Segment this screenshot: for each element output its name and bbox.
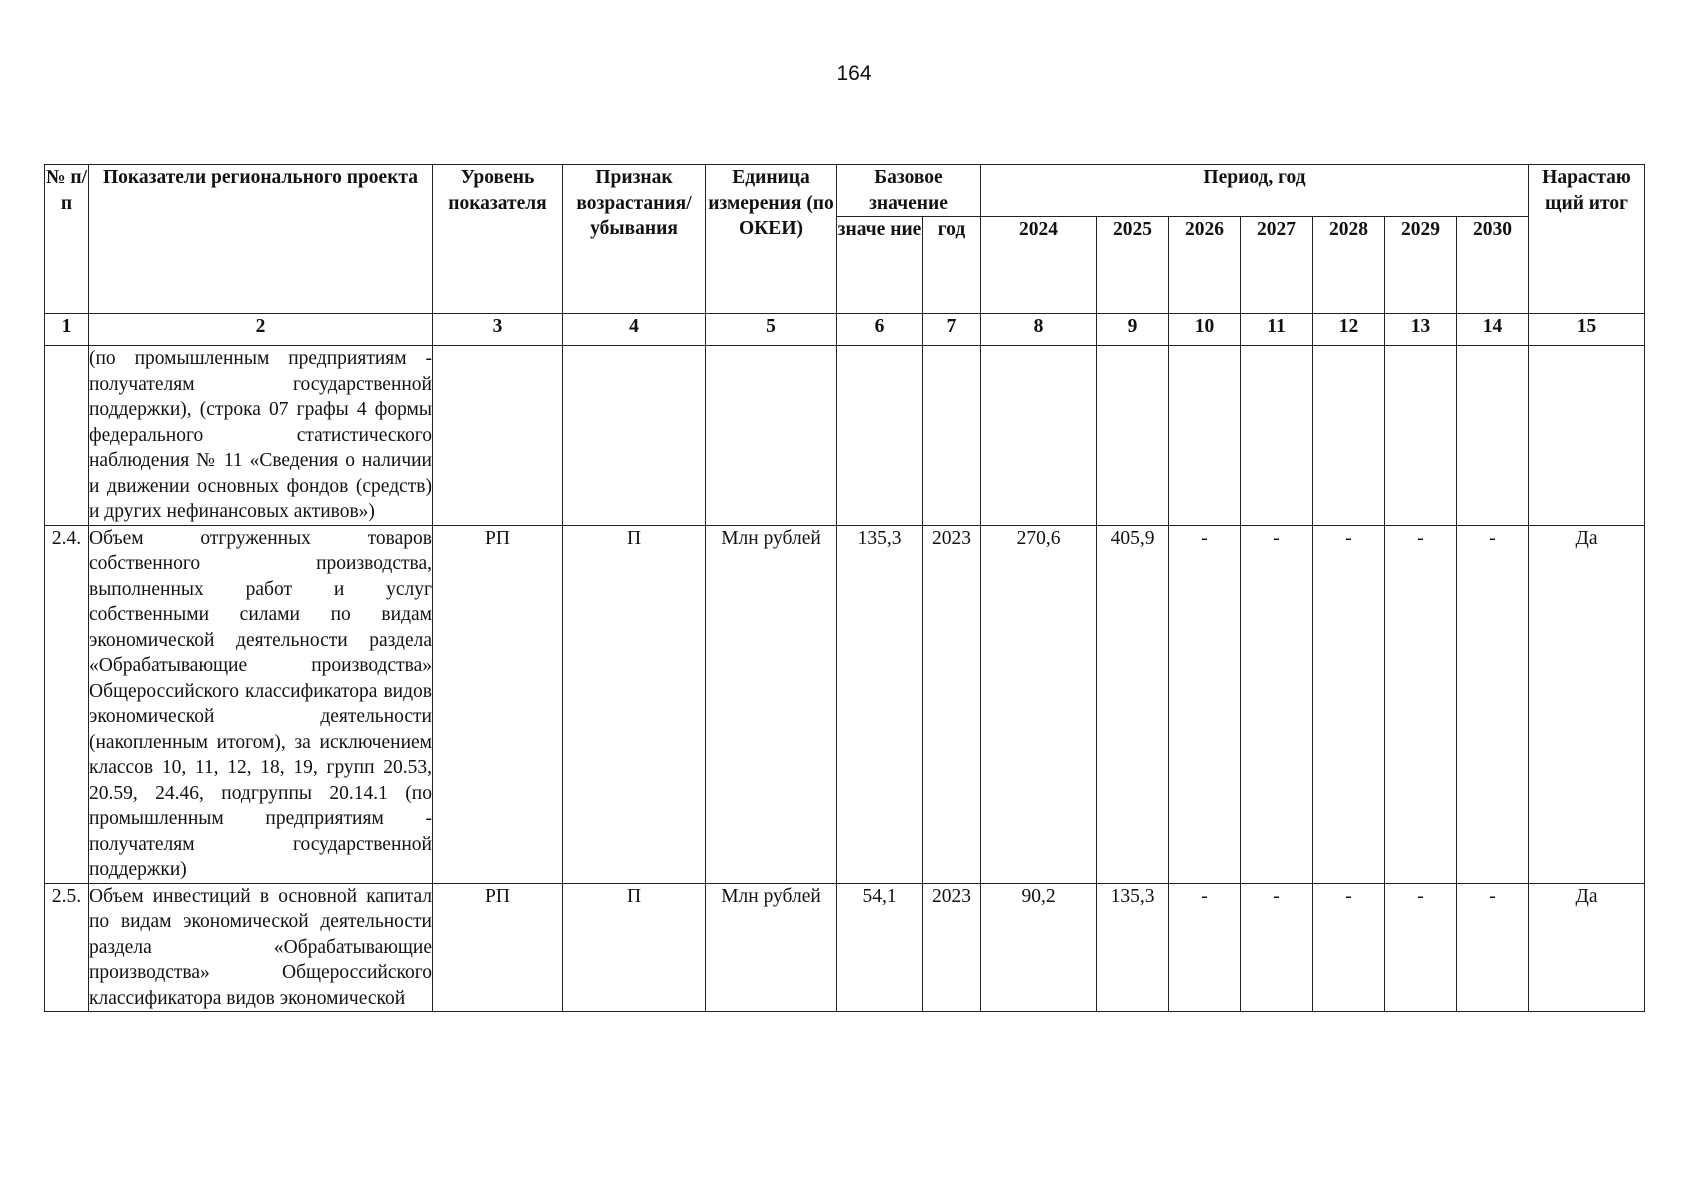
cumulative-flag: Да xyxy=(1529,525,1645,883)
base-value: 54,1 xyxy=(837,883,923,1012)
year-value xyxy=(1241,346,1313,526)
header-year: 2025 xyxy=(1097,217,1169,314)
year-value: - xyxy=(1457,883,1529,1012)
header-year: 2030 xyxy=(1457,217,1529,314)
year-value xyxy=(981,346,1097,526)
indicator-level: РП xyxy=(433,883,563,1012)
column-numbers-row xyxy=(45,314,1645,346)
year-value: - xyxy=(1241,525,1313,883)
header-no: № п/п xyxy=(45,165,89,314)
column-number: 2 xyxy=(89,314,433,346)
indicator-trend: П xyxy=(563,883,706,1012)
indicator-unit: Млн рублей xyxy=(706,525,837,883)
year-value xyxy=(1457,346,1529,526)
year-value: - xyxy=(1385,883,1457,1012)
column-number: 12 xyxy=(1313,314,1385,346)
table-row xyxy=(45,883,1645,1012)
page-number: 164 xyxy=(836,62,872,85)
year-value: - xyxy=(1313,883,1385,1012)
year-value: - xyxy=(1241,883,1313,1012)
header-year: 2026 xyxy=(1169,217,1241,314)
column-number: 13 xyxy=(1385,314,1457,346)
header-indicator: Показатели регионального проекта xyxy=(89,165,433,314)
indicator-level: РП xyxy=(433,525,563,883)
header-trend: Признак возрастания/ убывания xyxy=(563,165,706,314)
row-number: 2.5. xyxy=(45,883,89,1012)
header-base-year: год xyxy=(923,217,981,314)
year-value: - xyxy=(1457,525,1529,883)
year-value: - xyxy=(1313,525,1385,883)
year-value: - xyxy=(1169,883,1241,1012)
base-year: 2023 xyxy=(923,525,981,883)
column-number: 10 xyxy=(1169,314,1241,346)
indicator-name: Объем отгруженных товаров собственного производства, выполненных работ и услуг собственными силами по видам экономической деятельности раздела «Обрабатывающие производства» Общероссийского классификатора видов экономической деятельности (накопленным итогом), за исключением классов 10, 11, 12, 18, 19, групп 20.53, 20.59, 24.46, подгруппы 20.14.1 (по промышленным предприятиям - получателям государственной поддержки) xyxy=(89,525,433,883)
column-number: 3 xyxy=(433,314,563,346)
base-value xyxy=(837,346,923,526)
indicator-name: (по промышленным предприятиям - получателям государственной поддержки), (строка 07 графы 4 формы федерального статистического наблюдения № 11 «Сведения о наличии и движении основных фондов (средств) и других нефинансовых активов») xyxy=(89,346,433,526)
header-row xyxy=(45,165,1645,217)
header-period: Период, год xyxy=(981,165,1529,217)
indicator-name: Объем инвестиций в основной капитал по видам экономической деятельности раздела «Обрабатывающие производства» Общероссийского классификатора видов экономической xyxy=(89,883,433,1012)
year-value: 135,3 xyxy=(1097,883,1169,1012)
column-number: 6 xyxy=(837,314,923,346)
year-value: - xyxy=(1385,525,1457,883)
indicator-unit xyxy=(706,346,837,526)
year-value xyxy=(1169,346,1241,526)
indicator-unit: Млн рублей xyxy=(706,883,837,1012)
table-row xyxy=(45,525,1645,883)
base-value: 135,3 xyxy=(837,525,923,883)
column-number: 5 xyxy=(706,314,837,346)
year-value: 270,6 xyxy=(981,525,1097,883)
cumulative-flag: Да xyxy=(1529,883,1645,1012)
base-year: 2023 xyxy=(923,883,981,1012)
column-number: 1 xyxy=(45,314,89,346)
header-year: 2029 xyxy=(1385,217,1457,314)
row-number: 2.4. xyxy=(45,525,89,883)
table-row xyxy=(45,346,1645,526)
column-number: 15 xyxy=(1529,314,1645,346)
header-level: Уровень показателя xyxy=(433,165,563,314)
year-value xyxy=(1313,346,1385,526)
cumulative-flag xyxy=(1529,346,1645,526)
header-cumulative: Нарастаю щий итог xyxy=(1529,165,1645,314)
column-number: 14 xyxy=(1457,314,1529,346)
indicator-trend: П xyxy=(563,525,706,883)
indicators-table xyxy=(44,164,1645,1012)
row-number xyxy=(45,346,89,526)
year-value: - xyxy=(1169,525,1241,883)
column-number: 11 xyxy=(1241,314,1313,346)
year-value: 90,2 xyxy=(981,883,1097,1012)
column-number: 7 xyxy=(923,314,981,346)
header-year: 2024 xyxy=(981,217,1097,314)
year-value xyxy=(1385,346,1457,526)
indicator-trend xyxy=(563,346,706,526)
column-number: 8 xyxy=(981,314,1097,346)
year-value: 405,9 xyxy=(1097,525,1169,883)
base-year xyxy=(923,346,981,526)
indicator-level xyxy=(433,346,563,526)
header-year: 2028 xyxy=(1313,217,1385,314)
column-number: 9 xyxy=(1097,314,1169,346)
column-number: 4 xyxy=(563,314,706,346)
header-base-value: значе ние xyxy=(837,217,923,314)
year-value xyxy=(1097,346,1169,526)
header-year: 2027 xyxy=(1241,217,1313,314)
header-unit: Единица измерения (по ОКЕИ) xyxy=(706,165,837,314)
header-base: Базовое значение xyxy=(837,165,981,217)
